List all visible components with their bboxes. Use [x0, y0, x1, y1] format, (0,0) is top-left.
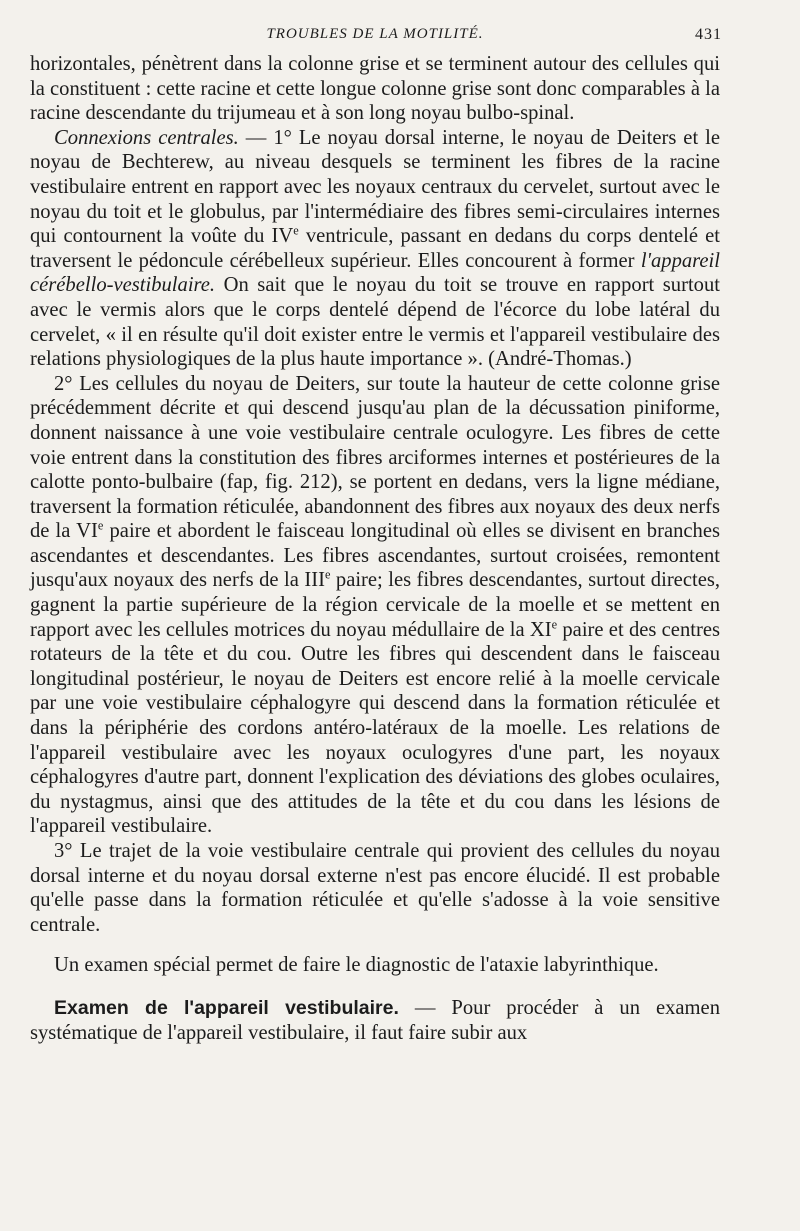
page-header [30, 22, 720, 52]
page-number: 431 [695, 26, 722, 43]
paragraph-text: ventricule, passant en dedans du corps dentelé et traversent le pédoncule cérébelleux supérieur. Elles concourent à former [30, 225, 720, 272]
ordinal-suffix: e [97, 518, 104, 533]
paragraph-central-pathway: 3° Le trajet de la voie vestibulaire centrale qui provient des cellules du noyau dorsal interne et du noyau dorsal externe n'est pas encore élucidé. Il est probable qu'elle passe dans la formation réticulée et qu'elle s'adosse à la voie sensitive centrale. [30, 840, 720, 936]
paragraph-text: paire et des centres rotateurs de la tête et du cou. Outre les fibres qui descendent dans le faisceau longitudinal postérieur, le noyau de Deiters est encore relié à la moelle cervicale par une voie vestibulaire céphalogyre qui descend dans la formation réticulée et dans la périphérie des cordons antéro-latéraux de la moelle. Les relations de l'appareil vestibulaire avec les noyaux oculogyres d'une part, les noyaux céphalogyres d'autre part, donnent l'explication des déviations des globes oculaires, du nystagmus, ainsi que des attitudes de la tête et du cou dans les lésions de l'appareil vestibulaire. [30, 618, 720, 838]
paragraph-text: On sait que le noyau du toit se trouve en rapport surtout avec le vermis alors que le corps dentelé dépend de l'écorce du lobe latéral du cervelet, « il en résulte qu'il doit exister entre le vermis et l'appareil vestibulaire des relations physiologiques de la plus haute importance ». (André-Thomas.) [30, 274, 720, 371]
paragraph-deiters [30, 372, 720, 839]
section-label: Connexions centrales. [54, 126, 239, 149]
paragraph-text: — Pour procéder à un examen systématique de l'appareil vestibulaire, il faut faire subir aux [30, 996, 720, 1044]
running-head: TROUBLES DE LA MOTILITÉ. [266, 26, 484, 42]
paragraph-text: — 1° Le noyau dorsal interne, le noyau de Deiters et le noyau de Bechterew, au niveau desquels se terminent les fibres de la racine vestibulaire entrent en rapport avec les noyaux centraux du cervelet, surtout avec le noyau du toit et le globulus, par l'intermédiaire des fibres semi-circulaires internes qui contournent la voûte du IV [30, 126, 720, 248]
body-text [30, 52, 720, 1045]
ordinal-suffix: e [324, 568, 331, 583]
paragraph-special-exam: Un examen spécial permet de faire le diagnostic de l'ataxie labyrinthique. [54, 954, 659, 977]
section-heading: Examen de l'appareil vestibulaire. [54, 996, 399, 1019]
technical-term: l'appareil cérébello-vestibulaire. [30, 249, 720, 297]
paragraph-continuation: horizontales, pénètrent dans la colonne grise et se terminent autour des cellules qui la constituent : cette racine et cette longue colonne grise sont donc comparables à la racine descendante du trijumeau et à son long noyau bulbo-spinal. [30, 53, 720, 125]
spacer [30, 937, 720, 953]
paragraph-central-connections [30, 126, 720, 372]
ordinal-suffix: e [293, 223, 299, 238]
paragraph-vestibular-exam [30, 996, 720, 1045]
ordinal-suffix: e [551, 617, 558, 632]
book-page [30, 22, 720, 1045]
spacer [30, 978, 720, 996]
paragraph-text: 2° Les cellules du noyau de Deiters, sur toute la hauteur de cette colonne grise précédemment décrite et qui descend jusqu'au plan de la décussation piniforme, donnent naissance à une voie vestibulaire centrale oculogyre. Les fibres de cette voie entrent dans la constitution des fibres arciformes internes et postérieures de la calotte ponto-bulbaire (fap, fig. 212), se portent en dedans, vers la ligne médiane, traversent la formation réticulée, abandonnent des fibres aux noyaux des deux nerfs de la VI [30, 372, 720, 543]
paragraph-text: paire et abordent le faisceau longitudinal où elles se divisent en branches ascendantes et descendantes. Les fibres ascendantes, surtout croisées, remontent jusqu'aux noyaux des nerfs de la III [30, 520, 720, 592]
paragraph-text: paire; les fibres descendantes, surtout directes, gagnent la partie supérieure de la région cervicale de la moelle et se mettent en rapport avec les cellules motrices du noyau médullaire de la XI [30, 569, 720, 641]
